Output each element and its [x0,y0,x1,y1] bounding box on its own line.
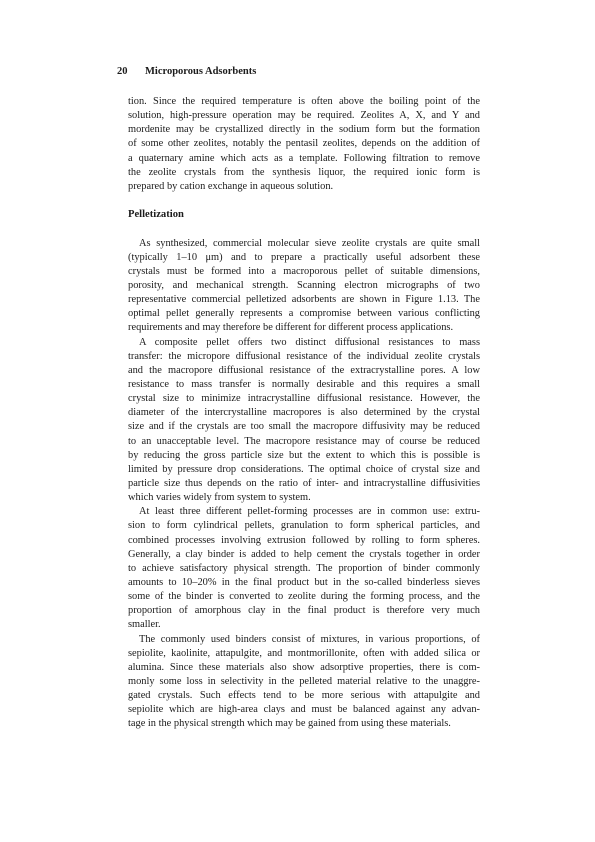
paragraph [128,633,480,732]
text-line: optimal pellet generally represents a compromise between various conflicting [128,308,480,320]
text-line: amounts to 10–20% in the final product but in the so-called binderless sieves [128,577,480,588]
text-line: The commonly used binders consist of mixtures, in various proportions, of [139,633,480,645]
text-line: sion to form cylindrical pellets, granulation to form spherical particles, and [128,520,480,532]
paragraph [128,237,480,336]
text-line: As synthesized, commercial molecular sieve zeolite crystals are quite small [139,237,480,249]
text-line: representative commercial pelletized adsorbents are shown in Figure 1.13. The [128,294,480,306]
running-head-title: Microporous Adsorbents [145,66,257,77]
running-head [117,66,256,77]
text-line: Generally, a clay binder is added to help cement the crystals together in order [128,548,480,560]
text-line: proportion of amorphous clay in the final product is therefore very much [128,605,480,617]
text-line: monly some loss in selectivity in the pelleted material relative to the unaggre- [128,675,480,687]
text-line: crystals must be formed into a macroporous pellet of suitable dimensions, [128,265,480,277]
text-line: combined processes involving extrusion followed by rolling to form spheres. [128,534,480,546]
text-line: transfer: the micropore diffusional resistance of the individual zeolite crystals [128,350,480,362]
text-line: sepiolite, kaolinite, attapulgite, and montmorillonite, often with added silica or [128,647,480,659]
text-line: which varies widely from system to system. [128,492,311,504]
text-line: A composite pellet offers two distinct diffusional resistances to mass [139,336,480,348]
text-line: some of the binder is converted to zeolite during the forming process, and the [128,591,480,603]
text-line: the zeolite crystals from the synthesis liquor, the required ionic form is [128,166,480,178]
text-line: crystal size to minimize intracrystalline diffusional resistance. However, the [128,393,480,405]
text-line: gated crystals. Such effects tend to be more serious with attapulgite and [128,690,480,702]
text-line: mordenite may be crystallized directly in the sodium form but the formation [128,124,480,136]
section-gap [128,194,480,208]
text-line: smaller. [128,619,161,631]
text-line: prepared by cation exchange in aqueous solution. [128,180,334,192]
paragraph [128,336,480,506]
section-gap [128,222,480,237]
text-line: diameter of the intercrystalline macropores is also determined by the crystal [128,407,480,419]
text-line: At least three different pellet-forming processes are in common use: extru- [139,506,480,518]
text-line: alumina. Since these materials also show adsorptive properties, there is com- [128,661,480,673]
text-line: by reducing the gross particle size but the extent to which this is possible is [128,449,480,461]
text-line: and the macropore diffusional resistance of the extracrystalline pores. A low [128,364,480,376]
section-heading: Pelletization [128,208,184,220]
text-line: sepiolite which are high-area clays and must be balanced against any advan- [128,704,480,716]
page-number: 20 [117,66,128,77]
text-line: (typically 1–10 μm) and to prepare a practically useful adsorbent these [128,251,480,263]
body-text [128,95,480,732]
text-line: to achieve satisfactory physical strength. The proportion of binder commonly [128,562,480,574]
text-line: of some other zeolites, notably the pentasil zeolites, depends on the addition of [128,138,480,150]
text-line: to an unacceptable level. The macropore resistance may of course be reduced [128,435,480,447]
text-line: resistance to mass transfer is normally desirable and this requires a small [128,379,480,391]
text-line: particle size thus depends on the ratio of inter- and intracrystalline diffusivities [128,478,480,490]
text-line: tage in the physical strength which may be gained from using these materials. [128,718,451,730]
text-line: porosity, and mechanical strength. Scanning electron micrographs of two [128,280,480,292]
text-line: tion. Since the required temperature is often above the boiling point of the [128,96,480,107]
text-line: solution, high-pressure operation may be required. Zeolites A, X, and Y and [128,110,480,122]
paragraph [128,505,480,632]
text-line: requirements and may therefore be different for different process applications. [128,322,454,334]
text-line: limited by pressure drop considerations. The optimal choice of crystal size and [128,463,480,475]
text-line: size and if the crystals are too small the macropore diffusivity may be reduced [128,421,480,433]
paragraph [128,95,480,194]
text-line: a quaternary amine which acts as a template. Following filtration to remove [128,152,480,164]
